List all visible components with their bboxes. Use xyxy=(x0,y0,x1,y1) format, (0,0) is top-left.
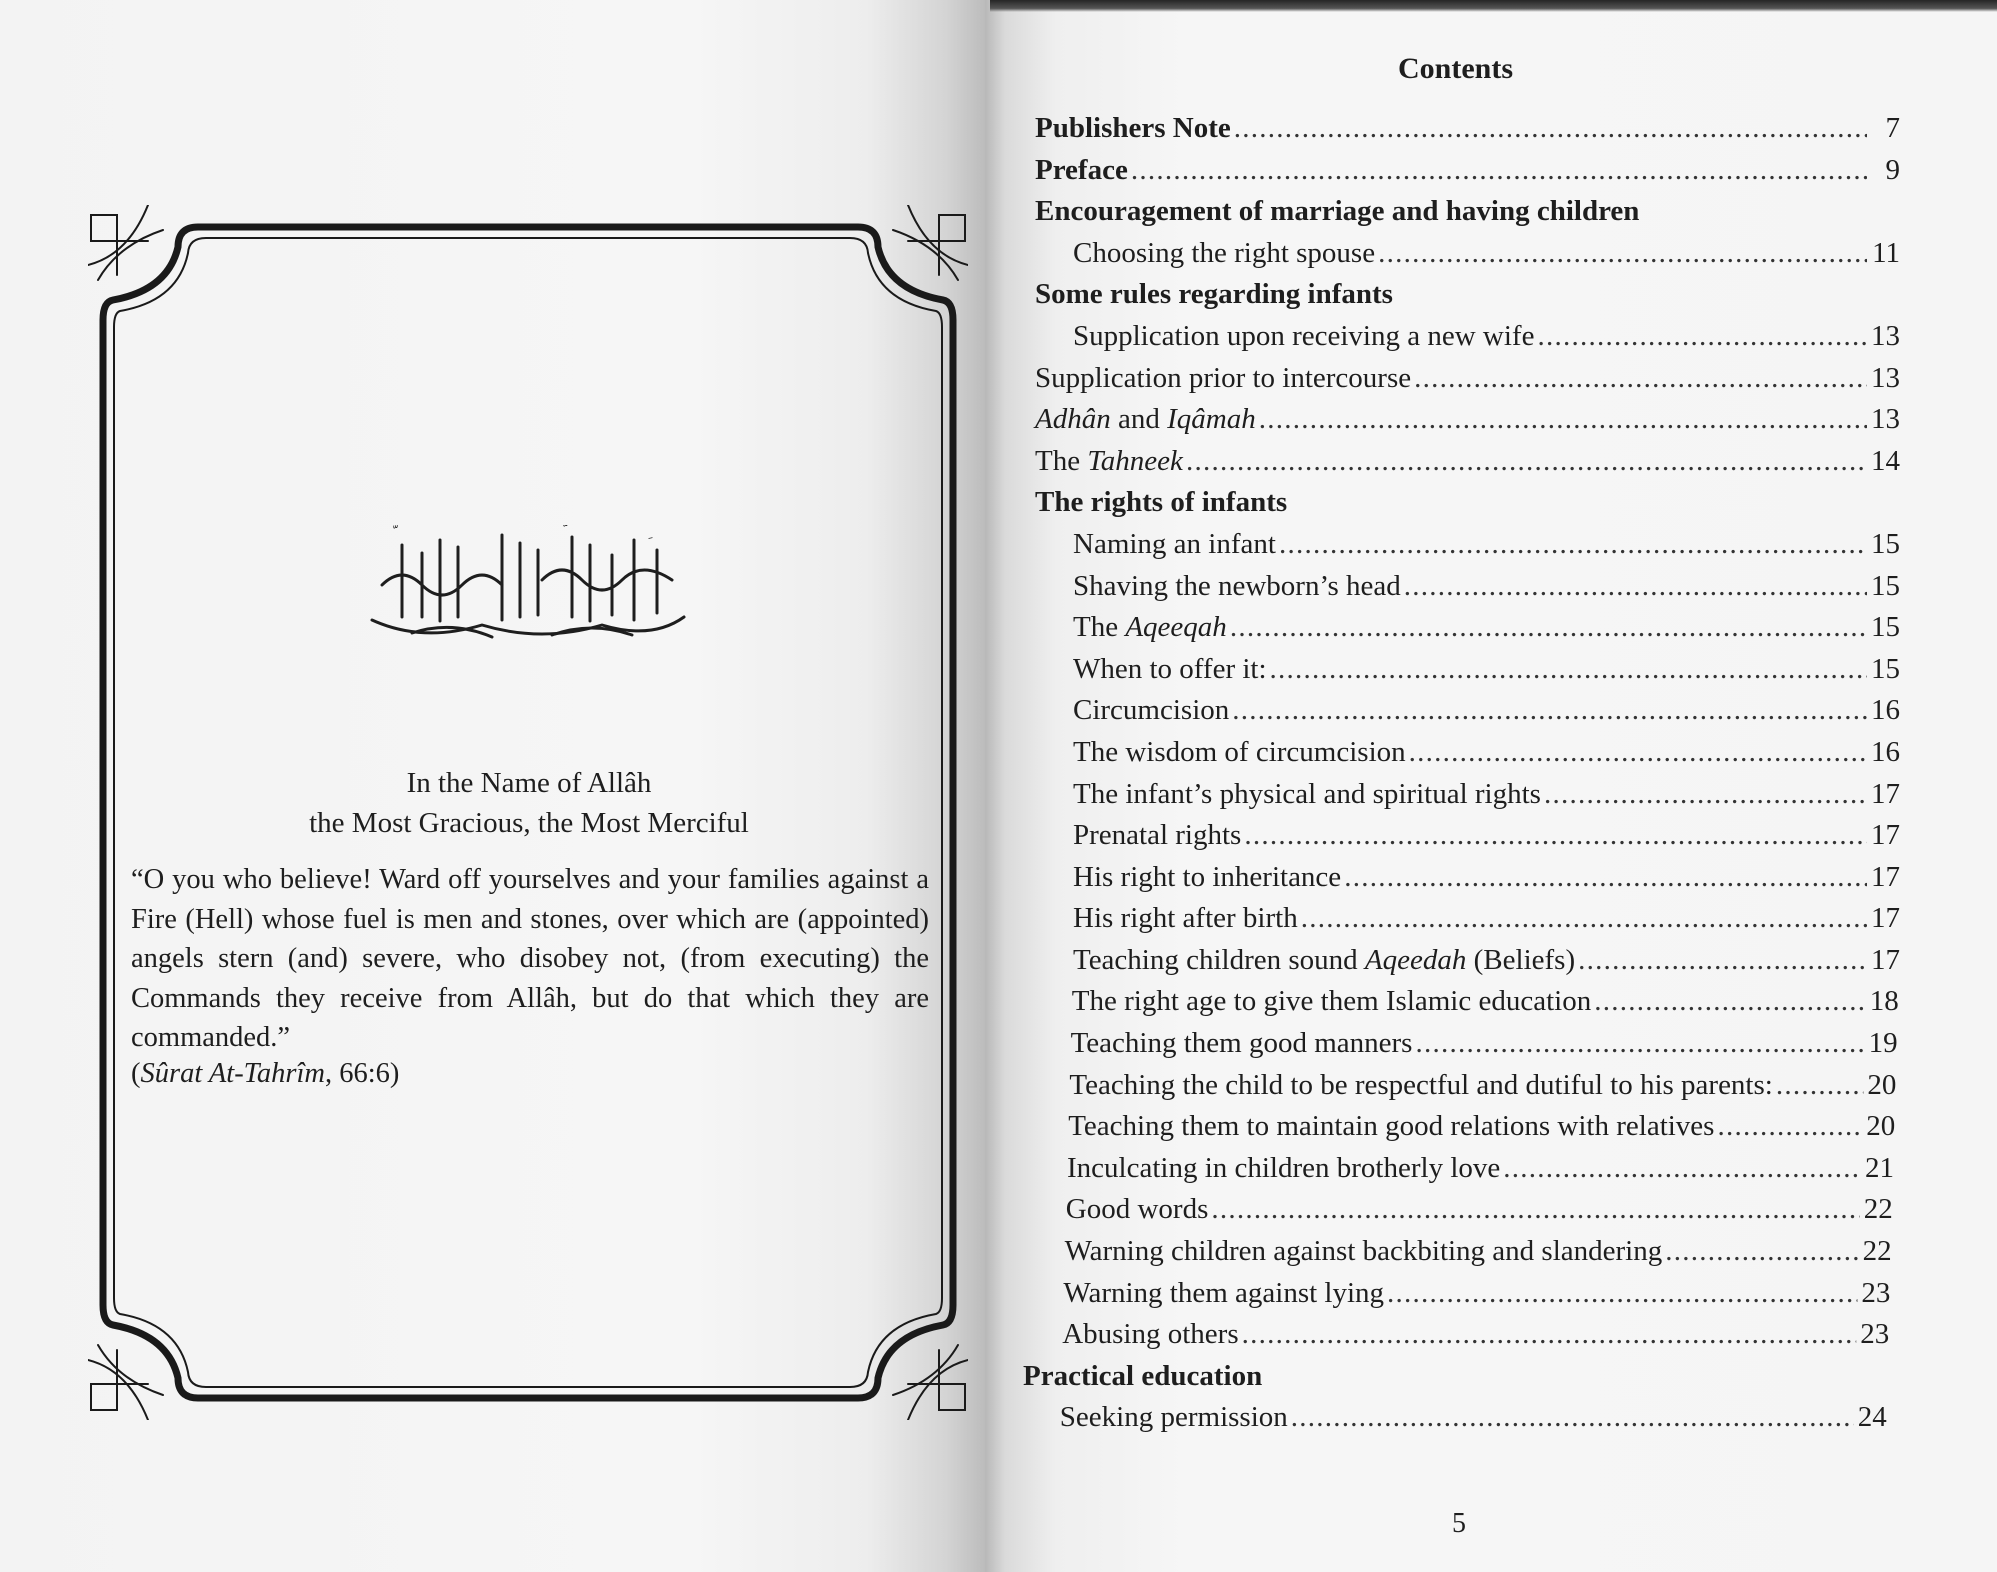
toc-entry xyxy=(1035,237,1900,279)
svg-text:ّ xyxy=(563,525,568,527)
toc-dot-leader xyxy=(1717,1110,1862,1143)
toc-entry xyxy=(1035,154,1900,196)
toc-entry xyxy=(1035,902,1900,944)
toc-entry xyxy=(1035,528,1900,570)
toc-entry-label xyxy=(1035,445,1183,478)
toc-entry-label: Encouragement of marriage and having children xyxy=(1035,195,1640,228)
toc-entry-label: His right to inheritance xyxy=(1073,860,1342,893)
toc-label-part: Iqâmah xyxy=(1167,403,1256,436)
toc-dot-leader xyxy=(1503,1152,1861,1185)
toc-entry-label: Warning children against backbiting and slandering xyxy=(1064,1235,1663,1268)
toc-entry-page: 13 xyxy=(1871,319,1900,352)
toc-entry-page: 17 xyxy=(1871,777,1900,810)
toc-entry-label: Warning them against lying xyxy=(1063,1276,1385,1309)
toc-dot-leader xyxy=(1387,1277,1857,1310)
toc-entry xyxy=(1035,694,1900,736)
toc-entry-label: Prenatal rights xyxy=(1073,819,1242,852)
toc-entry-label: Seeking permission xyxy=(1059,1401,1288,1434)
toc-entry-page: 22 xyxy=(1863,1193,1893,1226)
toc-dot-leader xyxy=(1415,1027,1864,1060)
toc-entry-label: Teaching them good manners xyxy=(1070,1027,1413,1060)
toc-entry-label: Some rules regarding infants xyxy=(1035,278,1393,311)
toc-entry-label: Shaving the newborn’s head xyxy=(1073,569,1401,602)
toc-dot-leader xyxy=(1211,1193,1859,1226)
toc-label-part: The xyxy=(1035,444,1088,477)
toc-entry-label: Publishers Note xyxy=(1035,112,1231,144)
toc-entry-label: Circumcision xyxy=(1073,694,1230,727)
toc-entry-page: 18 xyxy=(1869,985,1899,1018)
toc-label-part: Tahneek xyxy=(1087,444,1183,477)
bismillah-translation xyxy=(255,763,803,843)
toc-entry-page: 15 xyxy=(1871,611,1900,644)
toc-entry-label: Naming an infant xyxy=(1073,527,1276,560)
toc-dot-leader xyxy=(1344,861,1867,894)
toc-entry-page: 7 xyxy=(1885,112,1900,144)
toc-entry-label: Choosing the right spouse xyxy=(1073,236,1376,269)
toc-entry-page: 11 xyxy=(1872,236,1900,269)
toc-label-part: The xyxy=(1073,611,1126,644)
left-page xyxy=(0,0,985,1572)
toc-entry-page: 13 xyxy=(1871,361,1900,394)
toc-entry-label: The right age to give them Islamic education xyxy=(1071,985,1592,1018)
toc-entry xyxy=(1035,362,1900,404)
toc-dot-leader xyxy=(1537,320,1867,353)
toc-entry-page: 19 xyxy=(1868,1027,1898,1060)
toc-label-part: and xyxy=(1110,403,1168,436)
toc-entry xyxy=(1035,445,1900,487)
toc-entry xyxy=(1023,1360,1888,1402)
calligraphy-emblem xyxy=(362,525,692,650)
toc-entry-label: Teaching them to maintain good relations with relatives xyxy=(1068,1110,1715,1143)
toc-entry xyxy=(1035,611,1900,653)
toc-label-part: (Beliefs) xyxy=(1466,943,1576,976)
toc-entry-page: 22 xyxy=(1862,1235,1892,1268)
toc-entry-label: Preface xyxy=(1035,153,1128,186)
toc-dot-leader xyxy=(1665,1235,1858,1268)
toc-entry-label: Inculcating in children brotherly love xyxy=(1067,1151,1501,1184)
toc-dot-leader xyxy=(1131,154,1867,187)
toc-dot-leader xyxy=(1230,611,1867,644)
toc-entry-page: 24 xyxy=(1857,1401,1887,1434)
toc-entry-label: When to offer it: xyxy=(1073,652,1267,685)
toc-dot-leader xyxy=(1270,653,1867,686)
page-top-edge xyxy=(990,0,1997,12)
toc-entry-page: 17 xyxy=(1871,860,1900,893)
toc-entry-label: The infant’s physical and spiritual rights xyxy=(1073,777,1541,810)
toc-dot-leader xyxy=(1259,403,1867,436)
toc-label-part: Teaching children sound xyxy=(1073,943,1365,976)
toc-dot-leader xyxy=(1279,528,1867,561)
toc-entry xyxy=(1030,1110,1895,1152)
toc-entry xyxy=(1035,861,1900,903)
toc-entry-page: 9 xyxy=(1885,153,1900,186)
toc-dot-leader xyxy=(1291,1401,1854,1434)
toc-entry-page: 23 xyxy=(1861,1276,1891,1309)
toc-entry xyxy=(1033,1027,1898,1069)
toc-dot-leader xyxy=(1301,902,1867,935)
toc-entry-label: Supplication upon receiving a new wife xyxy=(1073,319,1535,352)
table-of-contents xyxy=(1023,112,1900,1443)
toc-entry-page: 16 xyxy=(1871,735,1900,768)
toc-dot-leader xyxy=(1404,570,1867,603)
toc-entry-label xyxy=(1073,611,1227,644)
bismillah-line-2: the Most Gracious, the Most Merciful xyxy=(309,807,749,839)
toc-entry-label: The wisdom of circumcision xyxy=(1073,735,1406,768)
citation-ref: , 66:6) xyxy=(325,1058,400,1089)
toc-entry-page: 13 xyxy=(1871,403,1900,436)
toc-entry-label: Abusing others xyxy=(1062,1318,1239,1351)
toc-dot-leader xyxy=(1234,112,1867,145)
toc-dot-leader xyxy=(1242,1318,1857,1351)
toc-entry xyxy=(1034,985,1899,1027)
toc-dot-leader xyxy=(1776,1069,1864,1102)
toc-entry-page: 23 xyxy=(1860,1318,1890,1351)
quran-verse: “O you who believe! Ward off yourselves and your families against a Fire (Hell) whose fuel is men and stones, over which are (appointed) angels stern (and) severe, who disobey not, (from executing) the Commands they receive from Allâh, but do that which they are commanded.” xyxy=(131,864,929,1053)
toc-entry xyxy=(1035,195,1900,237)
toc-entry-page: 17 xyxy=(1871,943,1900,976)
toc-dot-leader xyxy=(1409,736,1867,769)
toc-dot-leader xyxy=(1578,944,1867,977)
toc-entry-page: 21 xyxy=(1865,1151,1894,1184)
toc-entry xyxy=(1035,653,1900,695)
toc-entry-label xyxy=(1035,403,1256,436)
toc-label-part: Aqeedah xyxy=(1364,943,1467,976)
toc-label-part: Adhân xyxy=(1035,403,1111,436)
toc-entry-label: Practical education xyxy=(1023,1359,1263,1392)
toc-entry xyxy=(1035,403,1900,445)
page-number: 5 xyxy=(1452,1508,1466,1539)
toc-entry-label xyxy=(1073,944,1575,977)
citation-source: Sûrat At-Tahrîm xyxy=(140,1058,326,1089)
toc-dot-leader xyxy=(1544,778,1867,811)
toc-entry xyxy=(1029,1152,1894,1194)
toc-entry-page: 15 xyxy=(1871,527,1900,560)
toc-entry xyxy=(1035,486,1900,528)
toc-entry-page: 17 xyxy=(1871,819,1900,852)
toc-label-part: Aqeeqah xyxy=(1125,611,1227,644)
toc-entry xyxy=(1035,278,1900,320)
toc-entry xyxy=(1035,944,1900,986)
toc-entry-label: Teaching the child to be respectful and dutiful to his parents: xyxy=(1069,1068,1773,1101)
toc-dot-leader xyxy=(1244,819,1867,852)
toc-entry-page: 20 xyxy=(1866,1110,1896,1143)
toc-entry-page: 17 xyxy=(1871,902,1900,935)
toc-entry xyxy=(1025,1277,1890,1319)
toc-dot-leader xyxy=(1232,694,1867,727)
toc-entry xyxy=(1035,320,1900,362)
toc-entry-label: Supplication prior to intercourse xyxy=(1035,361,1412,394)
toc-entry xyxy=(1022,1401,1887,1443)
toc-entry-page: 14 xyxy=(1871,444,1900,477)
toc-dot-leader xyxy=(1414,362,1867,395)
toc-entry-page: 15 xyxy=(1871,569,1900,602)
toc-entry xyxy=(1024,1318,1889,1360)
toc-entry xyxy=(1035,570,1900,612)
toc-dot-leader xyxy=(1186,445,1867,478)
toc-entry-page: 16 xyxy=(1871,694,1900,727)
toc-dot-leader xyxy=(1378,237,1867,270)
toc-dot-leader xyxy=(1594,985,1866,1018)
toc-entry xyxy=(1035,819,1900,861)
toc-entry xyxy=(1035,112,1900,154)
bismillah-line-1: In the Name of Allâh xyxy=(406,767,652,799)
toc-entry-label: Good words xyxy=(1065,1193,1209,1226)
toc-entry xyxy=(1031,1069,1896,1111)
toc-entry-label: His right after birth xyxy=(1073,902,1298,935)
toc-entry-page: 20 xyxy=(1867,1068,1897,1101)
toc-entry-label: The rights of infants xyxy=(1035,486,1288,519)
toc-entry xyxy=(1027,1235,1892,1277)
svg-text:ّ xyxy=(393,525,398,529)
toc-entry-page: 15 xyxy=(1871,652,1900,685)
contents-title: Contents xyxy=(1398,52,1514,85)
svg-text:ِ xyxy=(648,537,653,539)
verse-citation: (Sûrat At-Tahrîm, 66:6) xyxy=(131,1058,400,1089)
toc-entry xyxy=(1035,736,1900,778)
toc-entry xyxy=(1028,1193,1893,1235)
toc-entry xyxy=(1035,778,1900,820)
